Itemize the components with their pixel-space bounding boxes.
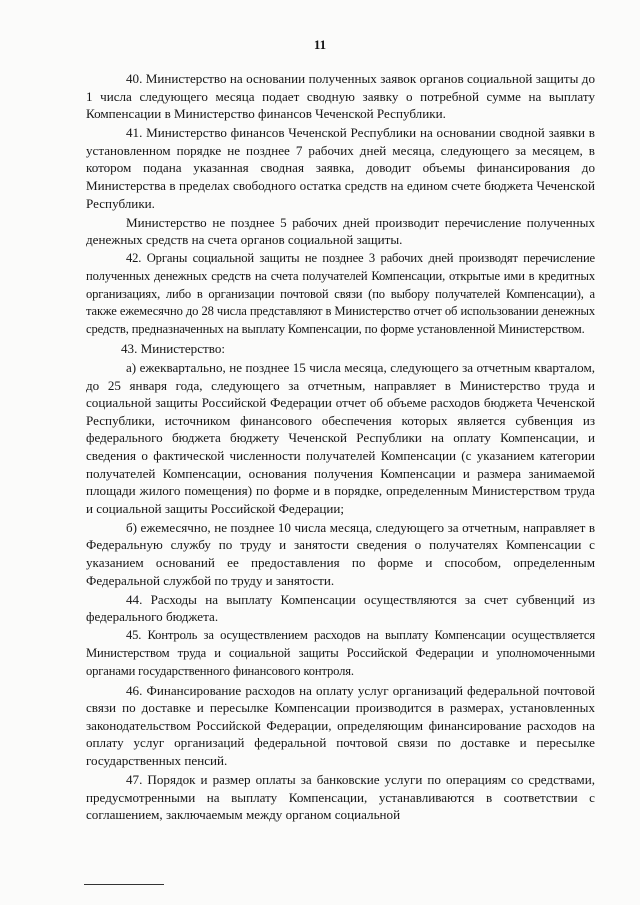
- page-number: 11: [313, 37, 327, 52]
- paragraph-45: 45. Контроль за осуществлением расходов на выплату Компенсации осуществляется Министерством труда и социальной защиты Российской Федерации и уполномоченными органами государственного финансового контроля.: [86, 628, 595, 678]
- paragraph-42: 42. Органы социальной защиты не позднее 3 рабочих дней производят перечисление полученных денежных средств на счета получателей Компенсации, открытые ими в кредитных организациях, либо в организации почтовой связи (по выбору получателей Компенсации), а также ежемесячно до 28 числа представляют в Министерство отчет об использовании денежных средств, предназначенных на выплату Компенсации, по форме установленной Министерством.: [86, 251, 595, 336]
- document-body: [86, 70, 595, 825]
- paragraph-46: 46. Финансирование расходов на оплату услуг организаций федеральной почтовой связи по доставке и пересылке Компенсации производится в размерах, установленных законодательством Российской Федерации, определяющим финансирование расходов на оплату услуг организаций федеральной почтовой связи по доставке и пересылке государственных пенсий.: [86, 682, 595, 769]
- paragraph-43-a: а) ежеквартально, не позднее 15 числа месяца, следующего за отчетным кварталом, до 25 января года, следующего за отчетным, направляет в Министерство труда и социальной защиты Российской Федерации отчет об объеме расходов бюджета Чеченской Республики, источником финансового обеспечения которых является субвенция из федерального бюджета бюджету Чеченской Республики на оплату Компенсации, и сведения о фактической численности получателей Компенсации (с указанием категории получателей Компенсации, основания получения Компенсации и размера занимаемой площади жилого помещения) по форме и в порядке, определенным Министерством труда и социальной защиты Российской Федерации;: [86, 360, 595, 516]
- footer-rule: [84, 884, 164, 885]
- paragraph-41-continuation: Министерство не позднее 5 рабочих дней производит перечисление полученных денежных средств на счета органов социальной защиты.: [86, 214, 595, 248]
- paragraph-44: 44. Расходы на выплату Компенсации осуществляются за счет субвенций из федерального бюджета.: [86, 591, 595, 625]
- paragraph-43-b: б) ежемесячно, не позднее 10 числа месяца, следующего за отчетным, направляет в Федеральную службу по труду и занятости сведения о получателях Компенсации с указанием оснований ее предоставления по форме и способом, определенным Федеральной службой по труду и занятости.: [86, 519, 595, 588]
- paragraph-43-heading: 43. Министерство:: [121, 340, 226, 356]
- paragraph-47: 47. Порядок и размер оплаты за банковские услуги по операциям со средствами, предусмотренными на выплату Компенсации, устанавливаются в соответствии с соглашением, заключаемым между органом социальной: [86, 772, 595, 823]
- paragraph-40: 40. Министерство на основании полученных заявок органов социальной защиты до 1 числа следующего месяца подает сводную заявку о потребной сумме на выплату Компенсации в Министерство финансов Чеченской Республики.: [86, 71, 595, 122]
- paragraph-41: 41. Министерство финансов Чеченской Республики на основании сводной заявки в установленном порядке не позднее 7 рабочих дней месяца, следующего за месяцем, в котором подана указанная сводная заявка, доводит объемы финансирования до Министерства в пределах свободного остатка средств на едином счете бюджета Чеченской Республики.: [86, 125, 595, 211]
